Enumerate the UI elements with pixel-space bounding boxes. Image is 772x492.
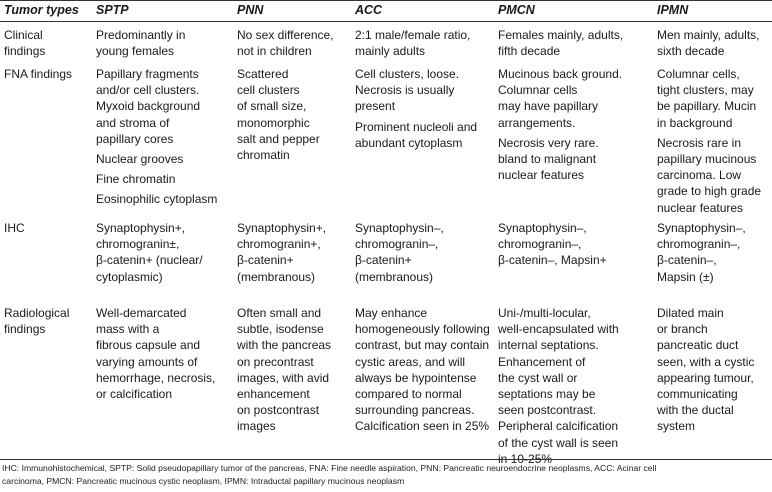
cell-line: chromatin [237, 148, 290, 163]
row-radiological-findings-col-acc [355, 305, 490, 435]
cell-line: fifth decade [498, 44, 561, 59]
cell-line: compared to normal [355, 387, 462, 402]
row-ihc-col-acc [355, 220, 444, 285]
cell-line: Dilated main [657, 306, 724, 320]
cell-line: in 10-25% [498, 451, 553, 466]
row-clinical-findings-col-pnn [237, 27, 334, 59]
cell-line: mainly adults [355, 44, 426, 59]
cell-line: β-catenin–, [657, 253, 717, 268]
cell-line: in background [657, 115, 733, 130]
cell-line: of the cyst wall is seen [498, 435, 619, 450]
row-clinical-findings-col-ipmn [657, 27, 760, 59]
cell-line: sixth decade [657, 44, 725, 59]
cell-line: (membranous) [237, 269, 316, 284]
cell-line: β-catenin–, Mapsin+ [498, 253, 607, 268]
cell-paragraph [96, 220, 203, 285]
cell-paragraph [237, 220, 326, 285]
cell-line: Mucinous back ground. [498, 67, 623, 81]
cell-line: chromogranin–, [498, 237, 582, 252]
cell-line: internal septations. [498, 338, 599, 353]
row-radiological-findings-col-ipmn [657, 305, 754, 435]
row-fna-findings-col-sptp [96, 66, 217, 208]
cell-line: contrast, but may contain [355, 338, 490, 353]
cell-paragraph [355, 220, 444, 285]
header-pnn: PNN [237, 3, 264, 17]
cell-line: Synaptophysin–, [498, 221, 587, 235]
cell-line: Necrosis is usually [355, 83, 455, 98]
cell-line: system [657, 419, 696, 434]
row-label-line: findings [4, 44, 46, 59]
cell-line: Men mainly, adults, [657, 28, 760, 42]
cell-line: Mapsin (±) [657, 269, 714, 284]
cell-line: nuclear features [657, 200, 744, 215]
cell-line: Females mainly, adults, [498, 28, 624, 42]
cell-line: of small size, [237, 99, 307, 114]
cell-line: chromogranin–, [355, 237, 439, 252]
cell-line: grade to high grade [657, 184, 762, 199]
cell-line: chromogranin±, [96, 237, 180, 252]
cell-line: bland to malignant [498, 152, 597, 167]
cell-line: be papillary. Mucin [657, 99, 757, 114]
cell-line: Papillary fragments [96, 67, 199, 81]
cell-paragraph [498, 135, 622, 184]
cell-line: surrounding pancreas. [355, 403, 475, 418]
row-clinical-findings-col-pmcn [498, 27, 623, 59]
cell-line: abundant cytoplasm [355, 135, 463, 150]
cell-line: carcinoma. Low [657, 168, 742, 183]
row-clinical-findings-label [4, 27, 45, 59]
cell-line: chromogranin–, [657, 237, 741, 252]
cell-line: young females [96, 44, 175, 59]
cell-line: papillary cores [96, 131, 174, 146]
cell-line: Peripheral calcification [498, 419, 619, 434]
row-ihc-label [4, 220, 25, 236]
cell-line: and/or cell clusters. [96, 83, 200, 98]
cell-line: Synaptophysin–, [657, 221, 746, 235]
cell-line: 2:1 male/female ratio, [355, 28, 471, 42]
cell-paragraph [96, 27, 185, 59]
cell-line: not in children [237, 44, 312, 59]
cell-line: β-catenin+ [355, 253, 412, 268]
cell-line: Prominent nucleoli and [355, 119, 478, 134]
cell-line: always be hypointense [355, 370, 477, 385]
footnote [2, 462, 656, 487]
cell-paragraph [96, 66, 217, 147]
cell-line: may have papillary [498, 99, 599, 114]
row-label-line: findings [4, 322, 46, 337]
cell-line: β-catenin+ [237, 253, 294, 268]
cell-line: No sex difference, [237, 28, 334, 42]
row-radiological-findings-col-pnn [237, 305, 331, 435]
row-radiological-findings-col-pmcn [498, 305, 619, 467]
cell-line: salt and pepper [237, 131, 320, 146]
cell-line: Nuclear grooves [96, 152, 184, 167]
cell-paragraph [498, 220, 607, 269]
cell-line: Columnar cells, [657, 67, 740, 81]
cell-line: Necrosis rare in [657, 135, 742, 150]
cell-line: on postcontrast [237, 403, 320, 418]
cell-line: seen postcontrast. [498, 403, 597, 418]
cell-line: seen, with a cystic [657, 354, 755, 369]
cell-paragraph [657, 66, 761, 131]
row-fna-findings-col-ipmn [657, 66, 761, 216]
row-fna-findings-col-pmcn [498, 66, 622, 183]
cell-paragraph [237, 66, 320, 163]
cell-line: Enhancement of [498, 354, 586, 369]
cell-paragraph [355, 119, 477, 151]
cell-paragraph [237, 27, 334, 59]
cell-paragraph [96, 151, 217, 167]
cell-line: Myxoid background [96, 99, 201, 114]
cell-line: chromogranin+, [237, 237, 321, 252]
cell-line: Synaptophysin+, [237, 221, 327, 235]
cell-line: communicating [657, 387, 738, 402]
cell-line: mass with a [96, 322, 160, 337]
row-fna-findings-label [4, 66, 72, 82]
row-fna-findings-col-acc [355, 66, 477, 151]
cell-line: Calcification seen in 25% [355, 419, 490, 434]
row-clinical-findings-col-acc [355, 27, 470, 59]
cell-line: septations may be [498, 387, 596, 402]
cell-line: Synaptophysin+, [96, 221, 186, 235]
cell-line: present [355, 99, 396, 114]
cell-line: hemorrhage, necrosis, [96, 370, 216, 385]
cell-line: with the ductal [657, 403, 734, 418]
cell-line: tight clusters, may [657, 83, 754, 98]
cell-line: Columnar cells [498, 83, 578, 98]
cell-paragraph [657, 27, 760, 59]
cell-line: Eosinophilic cytoplasm [96, 192, 218, 207]
cell-line: May enhance [355, 306, 428, 320]
row-label-line: Clinical [4, 28, 43, 42]
footnote-line: IHC: Immunohistochemical, SPTP: Solid pseudopapillary tumor of the pancreas, FNA: Fine needle aspiration, PNN: Pancreatic neuroendocrine neoplasms, ACC: Acinar cell [2, 463, 657, 473]
cell-paragraph [96, 305, 215, 402]
cell-line: subtle, isodense [237, 322, 324, 337]
cell-line: Necrosis very rare. [498, 135, 599, 150]
cell-paragraph [498, 66, 622, 131]
cell-paragraph [657, 135, 761, 216]
cell-paragraph [498, 305, 619, 467]
cell-line: or calcification [96, 387, 173, 402]
header-acc: ACC [355, 3, 383, 17]
cell-line: cystic areas, and will [355, 354, 466, 369]
cell-paragraph [96, 171, 217, 187]
header-pmcn: PMCN [498, 3, 535, 17]
cell-line: the cyst wall or [498, 370, 578, 385]
cell-line: β-catenin+ (nuclear/ [96, 253, 203, 268]
cell-paragraph [657, 220, 746, 285]
cell-line: images [237, 419, 276, 434]
row-ihc-col-pnn [237, 220, 326, 285]
row-radiological-findings-label [4, 305, 69, 337]
cell-paragraph [237, 305, 331, 435]
cell-line: Predominantly in [96, 28, 186, 42]
row-ihc-col-pmcn [498, 220, 607, 269]
cell-paragraph [657, 305, 754, 435]
cell-paragraph [96, 191, 217, 207]
cell-paragraph [498, 27, 623, 59]
cell-line: cell clusters [237, 83, 300, 98]
row-label-line: IHC [4, 221, 25, 235]
cell-line: cytoplasmic) [96, 269, 163, 284]
cell-line: with the pancreas [237, 338, 332, 353]
cell-line: images, with avid [237, 370, 330, 385]
cell-line: homogeneously following [355, 322, 490, 337]
row-radiological-findings-col-sptp [96, 305, 215, 402]
cell-line: nuclear features [498, 168, 585, 183]
footnote-line: carcinoma, PMCN: Pancreatic mucinous cystic neoplasm, IPMN: Intraductal papillary mucinous neoplasm [2, 475, 405, 486]
row-ihc-col-ipmn [657, 220, 746, 285]
cell-line: and stroma of [96, 115, 170, 130]
cell-line: appearing tumour, [657, 370, 754, 385]
cell-line: (membranous) [355, 269, 434, 284]
cell-line: Cell clusters, loose. [355, 67, 460, 81]
cell-paragraph [355, 66, 477, 115]
cell-line: Scattered [237, 67, 289, 81]
cell-line: Uni-/multi-locular, [498, 306, 591, 320]
cell-line: papillary mucinous [657, 152, 757, 167]
header-tumor-types: Tumor types [4, 3, 79, 17]
cell-line: monomorphic [237, 115, 310, 130]
cell-line: well-encapsulated with [498, 322, 619, 337]
cell-line: or branch [657, 322, 708, 337]
header-ipmn: IPMN [657, 3, 689, 17]
cell-line: pancreatic duct [657, 338, 739, 353]
cell-line: Often small and [237, 306, 322, 320]
cell-line: Synaptophysin–, [355, 221, 444, 235]
row-clinical-findings-col-sptp [96, 27, 185, 59]
cell-line: on precontrast [237, 354, 314, 369]
header-sptp: SPTP [96, 3, 129, 17]
cell-line: fibrous capsule and [96, 338, 201, 353]
cell-line: Fine chromatin [96, 172, 176, 187]
cell-line: varying amounts of [96, 354, 198, 369]
row-label-line: Radiological [4, 306, 70, 320]
row-fna-findings-col-pnn [237, 66, 320, 163]
cell-line: enhancement [237, 387, 310, 402]
cell-paragraph [355, 27, 470, 59]
bottom-rule [0, 459, 772, 460]
cell-paragraph [355, 305, 490, 435]
cell-line: Well-demarcated [96, 306, 187, 320]
cell-line: arrangements. [498, 115, 576, 130]
row-label-line: FNA findings [4, 67, 73, 81]
row-ihc-col-sptp [96, 220, 203, 285]
